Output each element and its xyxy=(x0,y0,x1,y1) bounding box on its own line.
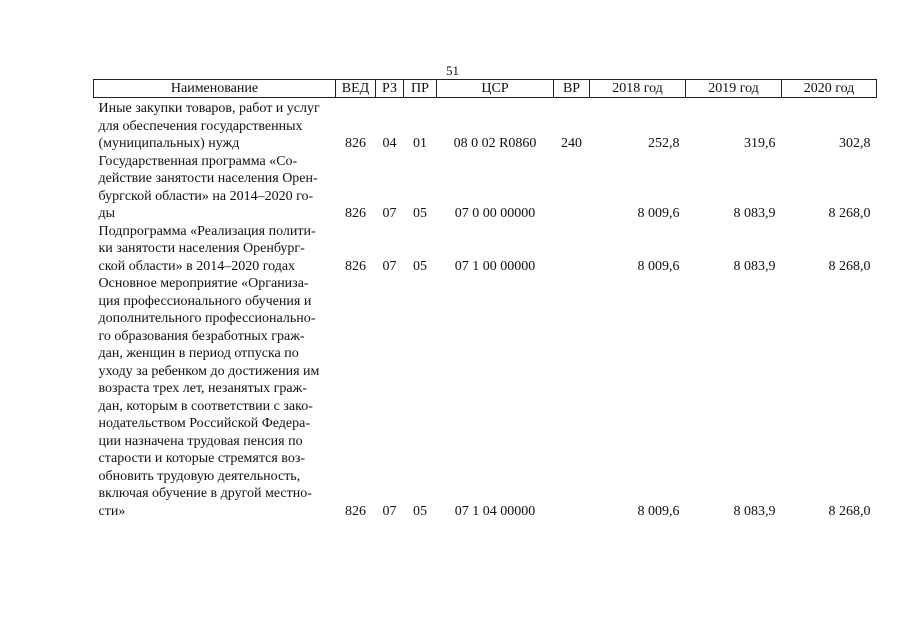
name-line: го образования безработных граж- xyxy=(98,328,305,344)
name-line: (муниципальных) нужд xyxy=(98,136,240,151)
name-line: ды xyxy=(98,206,116,221)
cell-rz: 07 xyxy=(382,258,397,274)
cell-2020: 8 268,0 xyxy=(828,206,871,221)
name-line: Иные закупки товаров, работ и услуг xyxy=(98,101,320,116)
name-line: включая обучение в другой местно- xyxy=(98,486,312,501)
cell-rz: 07 xyxy=(382,206,397,221)
table-row xyxy=(94,223,877,276)
header-pr: ПР xyxy=(404,80,437,98)
row-name xyxy=(94,223,336,276)
header-2020: 2020 год xyxy=(782,80,877,98)
name-line: ской области» в 2014–2020 годах xyxy=(98,258,296,274)
cell-2018: 252,8 xyxy=(648,136,680,151)
header-2018: 2018 год xyxy=(590,80,686,98)
cell-rz: 07 xyxy=(382,503,397,519)
cell-2018: 8 009,6 xyxy=(637,206,680,221)
cell-csr: 07 1 00 00000 xyxy=(454,258,536,274)
cell-ved: 826 xyxy=(345,503,366,519)
cell-vr xyxy=(554,275,590,520)
name-line: обновить трудовую деятельность, xyxy=(98,468,301,484)
cell-2018: 8 009,6 xyxy=(637,258,680,274)
row-name xyxy=(94,98,336,153)
cell-csr: 07 1 04 00000 xyxy=(454,503,536,519)
cell-ved: 826 xyxy=(345,206,366,221)
page-number: 51 xyxy=(446,63,459,78)
cell-ved: 826 xyxy=(345,136,366,151)
cell-2019: 8 083,9 xyxy=(733,503,776,519)
cell-pr: 05 xyxy=(413,503,427,519)
header-vr: ВР xyxy=(554,80,590,98)
name-line: старости и которые стремятся воз- xyxy=(98,451,306,466)
name-line: Подпрограмма «Реализация полити- xyxy=(98,223,316,239)
header-ved: ВЕД xyxy=(336,80,376,98)
name-line: дополнительного профессионально- xyxy=(98,311,316,326)
cell-2019: 319,6 xyxy=(744,136,776,151)
cell-2019: 8 083,9 xyxy=(733,206,776,221)
name-line: ция профессионального обучения и xyxy=(98,293,312,309)
header-2019: 2019 год xyxy=(686,80,782,98)
cell-csr: 07 0 00 00000 xyxy=(454,206,536,221)
name-line: возраста трех лет, незанятых граж- xyxy=(98,381,307,396)
cell-ved: 826 xyxy=(345,258,366,274)
name-line: дан, которым в соответствии с зако- xyxy=(98,398,313,414)
cell-2020: 8 268,0 xyxy=(828,503,871,519)
name-line: уходу за ребенком до достижения им xyxy=(98,363,320,379)
header-rz: РЗ xyxy=(376,80,404,98)
name-line: сти» xyxy=(98,503,126,519)
table-row xyxy=(94,153,877,223)
cell-vr: 240 xyxy=(561,136,582,151)
header-name: Наименование xyxy=(94,80,336,98)
budget-table xyxy=(93,79,877,520)
cell-csr: 08 0 02 R0860 xyxy=(453,136,537,151)
cell-pr: 05 xyxy=(413,206,427,221)
cell-vr xyxy=(554,153,590,223)
cell-2020: 302,8 xyxy=(839,136,871,151)
row-name xyxy=(94,153,336,223)
table-row xyxy=(94,98,877,153)
name-line: ции назначена трудовая пенсия по xyxy=(98,433,303,449)
cell-2019: 8 083,9 xyxy=(733,258,776,274)
table-body xyxy=(94,98,877,521)
name-line: ки занятости населения Оренбург- xyxy=(98,241,305,256)
cell-rz: 04 xyxy=(382,136,397,151)
name-line: Основное мероприятие «Организа- xyxy=(98,276,309,291)
name-line: бургской области» на 2014–2020 го- xyxy=(98,188,314,204)
row-name xyxy=(94,275,336,520)
cell-vr xyxy=(554,223,590,276)
name-line: действие занятости населения Орен- xyxy=(98,171,318,186)
cell-pr: 01 xyxy=(413,136,427,151)
name-line: Государственная программа «Со- xyxy=(98,153,298,169)
name-line: для обеспечения государственных xyxy=(98,118,303,134)
table-header xyxy=(94,80,877,98)
cell-2020: 8 268,0 xyxy=(828,258,871,274)
header-csr: ЦСР xyxy=(437,80,554,98)
name-line: нодательством Российской Федера- xyxy=(98,416,311,431)
cell-2018: 8 009,6 xyxy=(637,503,680,519)
table-row xyxy=(94,275,877,520)
name-line: дан, женщин в период отпуска по xyxy=(98,346,299,361)
cell-pr: 05 xyxy=(413,258,427,274)
